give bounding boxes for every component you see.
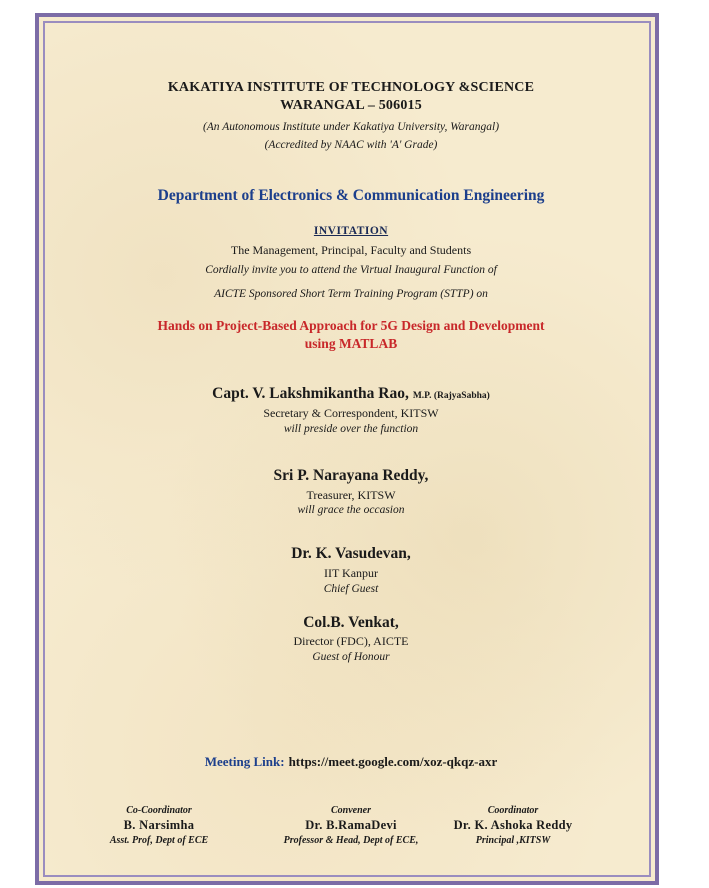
signatory-co-coordinator [59, 805, 259, 846]
dignitary-4-note: Guest of Honour [312, 651, 390, 663]
dignitary-3-role: IIT Kanpur [323, 566, 379, 580]
dignitary-2-note: will grace the occasion [297, 504, 405, 516]
signatory-3-title: Coordinator [487, 805, 539, 816]
dignitary-2-role: Treasurer, KITSW [306, 488, 396, 502]
dignitary-3-name: Dr. K. Vasudevan, [291, 545, 411, 562]
invitation-line-1: The Management, Principal, Faculty and Students [230, 243, 472, 257]
meeting-link-label: Meeting Link: [204, 754, 285, 769]
signatory-3-name: Dr. K. Ashoka Reddy [453, 818, 573, 832]
meeting-link[interactable]: https://meet.google.com/xoz-qkqz-axr [288, 754, 498, 769]
department-title: Department of Electronics & Communication Engineering [157, 187, 545, 204]
dignitary-1-heading [39, 385, 663, 403]
institute-city: WARANGAL – 506015 [280, 98, 422, 113]
dignitary-1-note: will preside over the function [283, 423, 419, 435]
signatory-2-role: Professor & Head, Dept of ECE, [283, 835, 419, 846]
meeting-link-row [39, 753, 663, 771]
dignitary-2-name: Sri P. Narayana Reddy, [273, 467, 429, 484]
dignitary-4-name: Col.B. Venkat, [303, 614, 399, 631]
dignitary-3-note: Chief Guest [323, 583, 379, 595]
invitation-line-3: AICTE Sponsored Short Term Training Program (STTP) on [214, 288, 488, 300]
topic-line-2: using MATLAB [304, 336, 398, 351]
signatory-1-title: Co-Coordinator [126, 805, 192, 816]
dignitary-1-name: Capt. V. Lakshmikantha Rao, [212, 385, 409, 402]
dignitary-4-role: Director (FDC), AICTE [293, 634, 409, 648]
invitation-heading-wrap [39, 221, 663, 239]
dignitary-1-role: Secretary & Correspondent, KITSW [263, 406, 439, 420]
dignitary-1-suffix: M.P. (RajyaSabha) [412, 391, 490, 401]
signatory-coordinator [413, 805, 613, 846]
topic-line-1: Hands on Project-Based Approach for 5G Design and Development [157, 318, 545, 333]
institute-name: KAKATIYA INSTITUTE OF TECHNOLOGY &SCIENCE [167, 80, 535, 95]
affiliation-text: (An Autonomous Institute under Kakatiya University, Warangal) [202, 121, 500, 133]
signatory-2-name: Dr. B.RamaDevi [305, 818, 397, 832]
accreditation-text: (Accredited by NAAC with 'A' Grade) [264, 139, 438, 151]
invitation-card [35, 13, 659, 885]
signatory-3-role: Principal ,KITSW [475, 835, 551, 846]
invitation-heading: INVITATION [313, 225, 389, 237]
signatory-1-role: Asst. Prof, Dept of ECE [109, 835, 209, 846]
signatory-1-name: B. Narsimha [123, 818, 195, 832]
invitation-line-2: Cordially invite you to attend the Virtual Inaugural Function of [205, 264, 497, 276]
signatory-2-title: Convener [331, 805, 371, 816]
